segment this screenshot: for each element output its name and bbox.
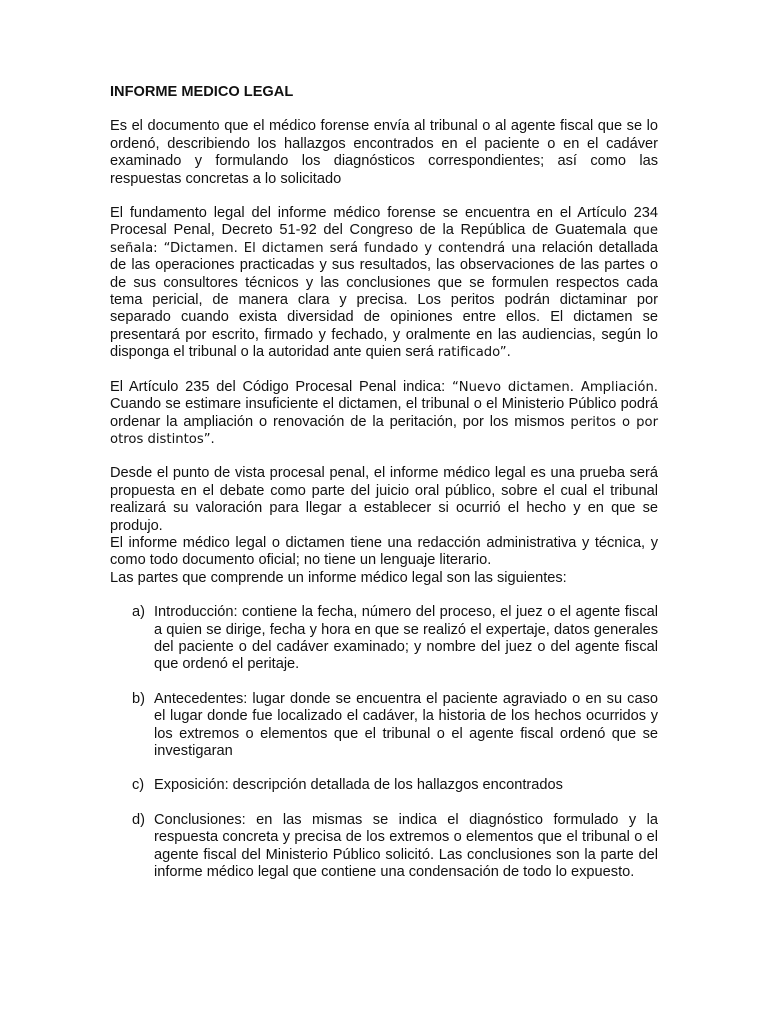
article-235-intro: El Artículo 235 del Código Procesal Penal indica: — [110, 378, 452, 395]
legal-basis-quote-body: relación detallada de las operaciones practicadas y sus resultados, las observaciones de las partes o de sus consultores técnicos y las conclusiones que se formulen respectos cada tema pericial, de manera clara y precisa. Los peritos podrán dictaminar por separado cuando exista diversidad de opiniones entre ellos. El dictamen se presentará por escrito, firmado y fechado, y oralmente en las audiencias, según lo disponga el tribunal o la autoridad ante quien será — [110, 239, 659, 361]
legal-basis-quote-start: que señala: “Dictamen. El dictamen será fundado y contendrá una — [110, 223, 658, 256]
list-item — [110, 812, 658, 882]
paragraph-procedural-view: Desde el punto de vista procesal penal, el informe médico legal es una prueba será propuesta en el debate como parte del juicio oral público, sobre el cual el tribunal realizará su valoración para llegar a establecer si ocurrió el hecho y en que se produjo. — [110, 465, 658, 534]
list-item-text: Antecedentes: lugar donde se encuentra el paciente agraviado o en su caso el lugar donde fue localizado el cadáver, la historia de los hechos ocurridos y los extremos o elementos que el tribunal o el agente fiscal ordenó que se investigaran — [154, 690, 658, 759]
legal-basis-text: El fundamento legal del informe médico forense se encuentra en el Artículo 234 Procesal Penal, Decreto 51-92 del Congreso de la República de Guatemala — [110, 205, 658, 239]
list-marker: b) — [132, 690, 145, 707]
list-item — [110, 777, 658, 794]
document-title: INFORME MEDICO LEGAL — [110, 84, 294, 100]
list-item-text: Exposición: descripción detallada de los hallazgos encontrados — [154, 777, 563, 794]
paragraph-parts-intro: Las partes que comprende un informe médico legal son las siguientes: — [110, 569, 567, 586]
document-page — [110, 84, 658, 898]
list-item-text: Introducción: contiene la fecha, número del proceso, el juez o el agente fiscal a quien se dirige, fecha y hora en que se realizó el expertaje, datos generales del paciente o del cadáver examinado; y nombre del juez o del agente fiscal que ordenó el peritaje. — [154, 604, 658, 673]
article-235-quote-body: Cuando se estimare insuficiente el dictamen, el tribunal o el Ministerio Público podrá ordenar la ampliación o renovación de la peritación, por los mismos — [110, 396, 658, 430]
paragraph-legal-basis — [110, 205, 658, 362]
parts-list — [110, 604, 658, 881]
paragraph-article-235 — [110, 379, 658, 449]
list-item-text: Conclusiones: en las mismas se indica el diagnóstico formulado y la respuesta concreta y precisa de los extremos o elementos que el tribunal o el agente fiscal del Ministerio Público solicitó. Las conclusiones son la parte del informe médico legal que contiene una condensación de todo lo expuesto. — [154, 811, 658, 881]
paragraph-writing-style: El informe médico legal o dictamen tiene una redacción administrativa y técnica, y como todo documento oficial; no tiene un lenguaje literario. — [110, 534, 658, 569]
list-marker: a) — [132, 604, 145, 621]
list-marker: c) — [132, 777, 145, 794]
legal-basis-quote-end: ratificado”. — [437, 345, 511, 361]
article-235-quote-end: peritos o por otros distintos”. — [110, 414, 658, 447]
article-235-quote-title: “Nuevo dictamen. Ampliación. — [451, 379, 658, 395]
paragraph-definition: Es el documento que el médico forense envía al tribunal o al agente fiscal que se lo ordenó, describiendo los hallazgos encontrados en el paciente o en el cadáver examinado y formulando los diagnósticos correspondientes; así como las respuestas concretas a lo solicitado — [110, 118, 658, 187]
list-item — [110, 604, 658, 674]
list-marker: d) — [132, 811, 145, 828]
list-item — [110, 691, 658, 761]
